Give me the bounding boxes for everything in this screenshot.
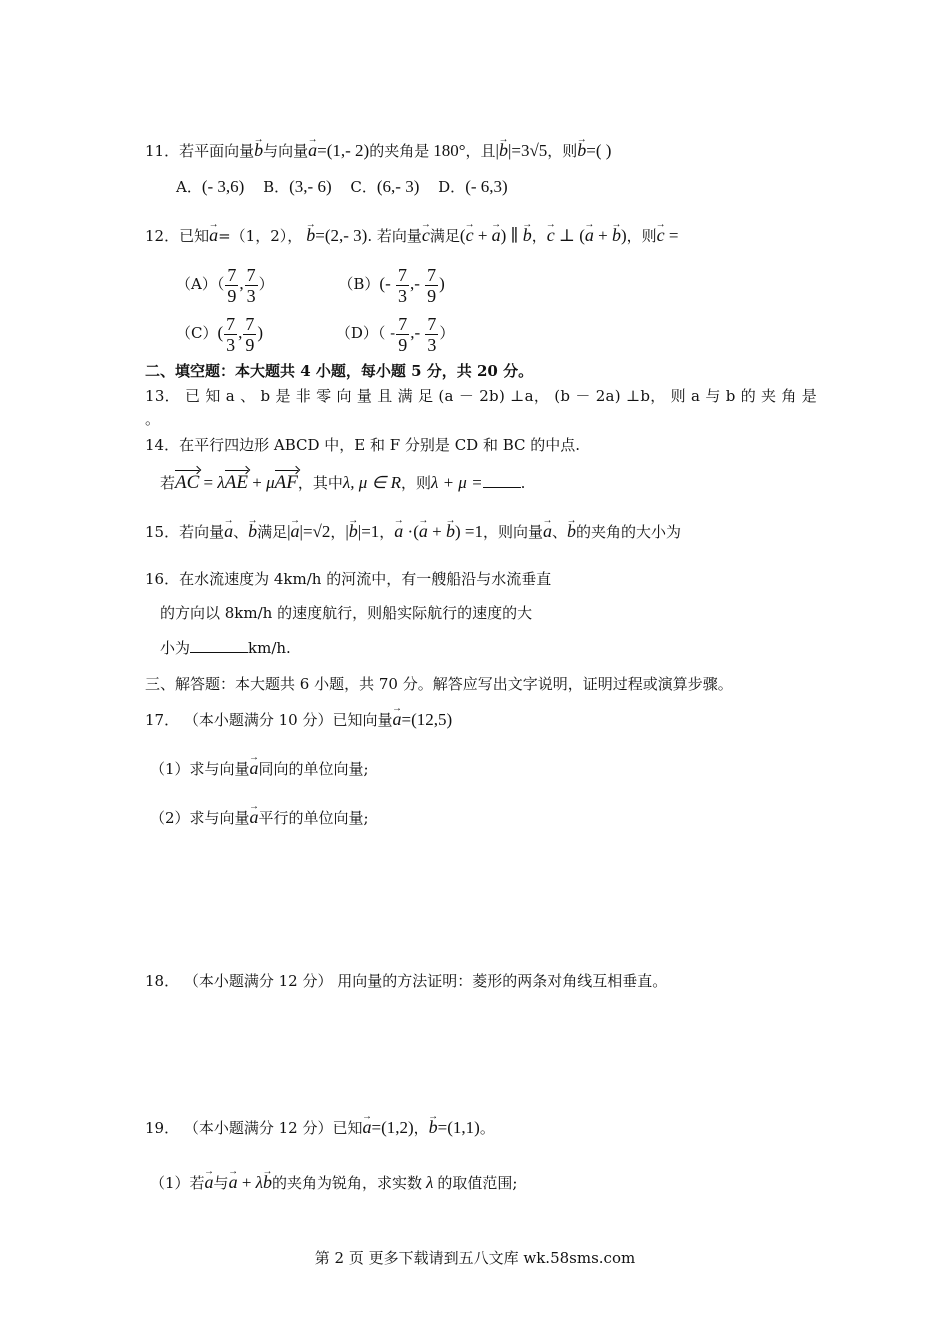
math-expr: =√2 [302,522,331,541]
vector-a: → a [492,218,501,246]
question-13-end: 。 [145,410,161,428]
numerator: 7 [245,313,255,334]
text: 同向的单位向量; [258,760,369,778]
option-label: A． [176,178,202,196]
vector-b: → b [429,1110,438,1138]
text: 满足 [257,523,288,541]
option-d: (- 6,3) [465,177,508,196]
question-18: 18． （本小题满分 12 分） 用向量的方法证明：菱形的两条对角线互相垂直。 [145,972,668,990]
vector-b: → b [577,133,586,161]
text: 小为 [160,639,191,657]
numerator: 7 [427,264,437,285]
vector-c: → c [657,218,665,246]
vector-a: → a [392,702,401,730]
option-label: D． [438,178,466,196]
abs-bar: | [507,141,512,160]
vector-a: → a [205,1165,214,1193]
option-label: B． [263,178,290,196]
math-expr: =3√5 [511,141,548,160]
vector-a: → a [250,751,259,779]
vector-b: → b [446,514,455,542]
numerator: 7 [227,264,237,285]
option-a: (- 3,6) [201,177,245,196]
answer-blank[interactable] [483,477,521,488]
numerator: 7 [398,264,407,285]
math-expr: =(1,- 2) [317,141,370,160]
vector-b: → b [499,133,508,161]
math-expr: ) [257,323,264,342]
math-expr: =1 [361,522,380,541]
math-expr: + [427,522,446,541]
question-19-part1 [150,1165,517,1194]
vector-AF: AF [275,468,298,494]
text: 的夹角的大小为 [576,523,682,541]
question-13: 13． 已 知 a 、 b 是 非 零 向 量 且 满 足 (a － 2b) ⊥a， (b － 2a) ⊥b， 则 a 与 b 的 夹 角 是 [145,387,818,405]
text: ，则向量 [482,523,543,541]
denominator: 9 [398,334,408,355]
vector-AC: AC [175,468,199,494]
question-17-part1 [150,751,369,780]
math-expr: = λ [199,473,225,492]
math-expr: =(2,- 3) [315,226,368,245]
vector-a: → a [362,1110,371,1138]
numerator: 7 [398,313,408,334]
vector-b: → b [254,133,263,161]
question-12-options-row2 [176,311,454,355]
vector-a: → a [224,514,233,542]
text: （2）求与向量 [150,809,250,827]
fraction [396,314,409,355]
text: ） [439,324,455,342]
question-12-options-row1 [176,262,445,306]
question-14: 14．在平行四边形 ABCD 中，E 和 F 分别是 CD 和 BC 的中点. [145,436,581,454]
vector-a: → a [585,218,594,246]
text: 的夹角是 [369,142,430,160]
text: 。 [479,1119,495,1137]
text: . 若向量 [367,227,422,245]
text: 17． （本小题满分 10 分）已知向量 [145,711,393,729]
text: ， [379,523,395,541]
text: （1）求与向量 [150,760,250,778]
text: 的取值范围; [437,1174,518,1192]
option-c: (6,- 3) [376,177,420,196]
fraction [225,265,238,306]
vector-a: → a [419,514,428,542]
math-expr: =(12,5) [401,710,453,729]
section-heading-fill-in: 二、填空题：本大题共 4 小题，每小题 5 分，共 20 分。 [145,362,534,380]
text: 的夹角为锐角，求实数 [272,1174,423,1192]
math-expr: = [664,226,679,245]
math-expr: ) [454,522,465,541]
text: 与 [213,1174,229,1192]
question-19 [145,1110,495,1139]
vector-a: → a [543,514,552,542]
text: ， [330,523,346,541]
abs-bar: | [345,522,349,541]
math-expr: + λ [237,1173,264,1192]
math-expr: ,- [410,274,425,293]
denominator: 3 [427,334,437,355]
denominator: 9 [427,285,437,306]
text: ，则 [400,474,431,492]
text: ，且 [465,142,496,160]
text: ，其中 [297,474,343,492]
math-expr: ⊥ ( [554,226,585,245]
question-11 [145,133,611,162]
denominator: 3 [246,285,256,306]
vector-a: → a [209,218,218,246]
text: （1）若 [150,1174,205,1192]
math-expr: ) [439,274,445,293]
option-label: C． [350,178,377,196]
text: . [520,474,526,492]
question-15 [145,514,681,543]
fraction [245,265,258,306]
denominator: 9 [245,334,255,355]
math-expr: ) ∥ [500,226,523,245]
question-16-line1: 16．在水流速度为 4km/h 的河流中，有一艘船沿与水流垂直 [145,570,552,588]
question-14-formula [160,468,525,494]
denominator: 9 [227,285,237,306]
abs-bar: | [299,522,303,541]
fraction [243,314,256,355]
text: 已知 [179,227,210,245]
question-16-line3 [160,637,291,659]
numerator: 7 [226,313,236,334]
option-b: (3,- 6) [289,177,332,196]
vector-a: → a [308,133,317,161]
math-expr: =( ) [586,141,612,160]
text: km/h. [248,639,291,657]
question-16-line2: 的方向以 8km/h 的速度航行，则船实际航行的速度的大 [160,604,533,622]
text: ， [413,1119,429,1137]
text: 若 [160,474,176,492]
text: 平行的单位向量; [258,809,369,827]
math-expr: + [593,226,612,245]
lambda-symbol: λ [426,1173,434,1192]
vector-b: → b [523,218,532,246]
math-expr: ,- [410,323,425,342]
math-expr: , [239,274,244,293]
math-expr: ( [459,226,466,245]
fraction [224,314,237,355]
option-label: （B） [338,275,380,293]
abs-bar: | [287,522,291,541]
question-number: 12． [145,227,180,245]
text: ，则 [547,142,578,160]
math-expr: ) [620,226,627,245]
math-expr: =(1,1) [437,1118,480,1137]
text: 、 [552,523,568,541]
text: 满足 [429,227,460,245]
option-label: （C） [176,324,218,342]
vector-b: → b [612,218,621,246]
text: ， [531,227,547,245]
vector-b: → b [248,514,257,542]
vector-b: → b [567,514,576,542]
vector-b: → b [306,218,315,246]
vector-a: → a [394,514,403,542]
math-expr: λ + μ = [430,473,483,492]
text: ，则 [626,227,657,245]
text: =（1，2）， [218,227,303,245]
option-label: （D）（ - [335,324,396,342]
fraction [396,265,409,306]
denominator: 3 [398,285,407,306]
text: 、 [233,523,249,541]
question-11-options [176,176,508,198]
question-17 [145,702,452,731]
vector-c: → c [422,218,430,246]
math-expr: 180° [433,141,466,160]
text: 15．若向量 [145,523,225,541]
vector-c: → c [547,218,555,246]
math-expr: λ, μ ∈ R [342,473,401,492]
math-expr: (- [379,274,395,293]
question-12 [145,218,678,247]
vector-b: → b [263,1165,272,1193]
math-expr: + [473,226,492,245]
denominator: 3 [226,334,236,355]
fraction [425,265,438,306]
math-expr: =1 [464,522,483,541]
question-number: 11． [145,142,180,160]
fraction [425,314,438,355]
vector-a: → a [250,800,259,828]
abs-bar: | [357,522,362,541]
page-footer: 第 2 页 更多下载请到五八文库 wk.58sms.com [314,1249,636,1267]
vector-AE: AE [225,468,248,494]
math-expr: + μ [247,473,275,492]
math-expr: =(1,2) [371,1118,414,1137]
option-label: （A）（ [176,275,225,293]
section-heading-solution: 三、解答题：本大题共 6 小题，共 70 分。解答应写出文字说明，证明过程或演算步骤。 [145,675,733,693]
numerator: 7 [246,264,256,285]
vector-c: → c [466,218,474,246]
question-17-part2 [150,800,369,829]
vector-a: → a [229,1165,238,1193]
vector-b: → b [349,514,358,542]
text: 与向量 [263,142,309,160]
answer-blank[interactable] [190,638,248,653]
text: ） [258,275,274,293]
math-expr: ( [217,323,224,342]
abs-bar: | [495,141,499,160]
vector-a: → a [291,514,300,542]
text: 19． （本小题满分 12 分）已知 [145,1119,363,1137]
numerator: 7 [427,313,437,334]
text: 若平面向量 [179,142,255,160]
math-expr: ·( [403,522,419,541]
math-expr: , [238,323,243,342]
